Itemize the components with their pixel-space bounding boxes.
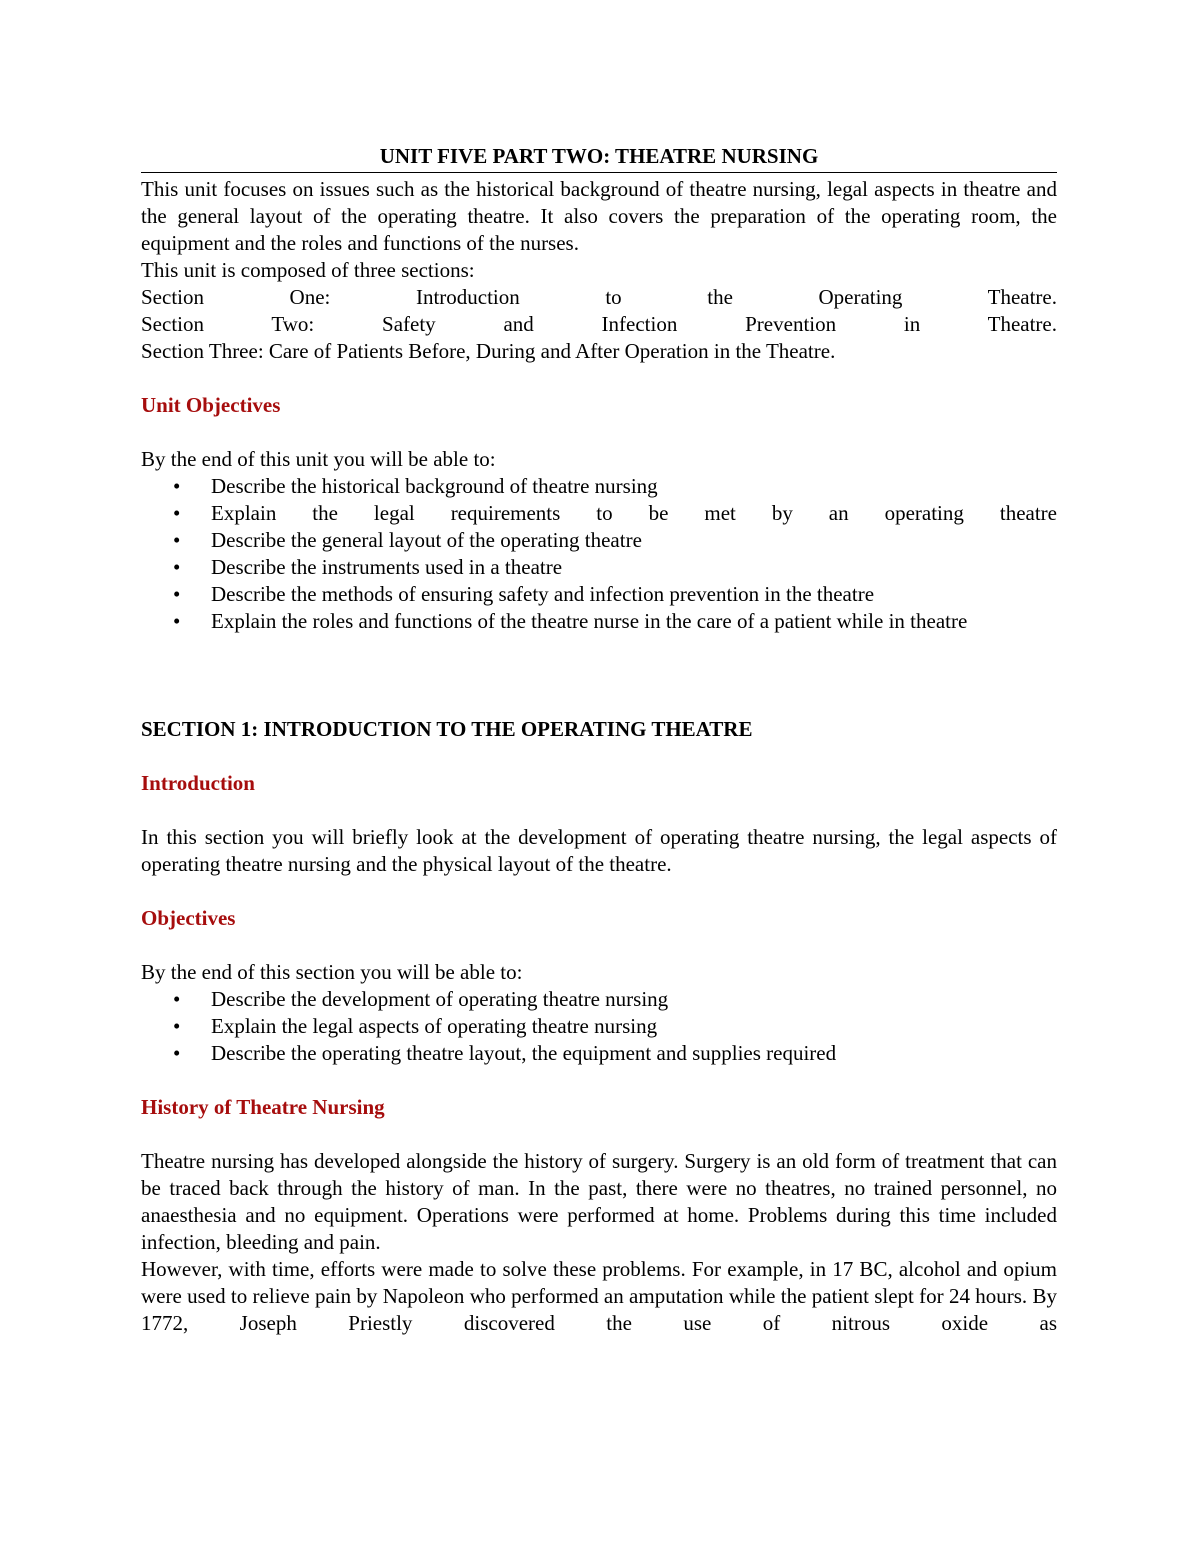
- section1-heading: SECTION 1: INTRODUCTION TO THE OPERATING THEATRE: [141, 717, 753, 741]
- objectives-lead: By the end of this section you will be able to:: [141, 960, 523, 984]
- unit-objectives-heading: Unit Objectives: [141, 393, 281, 417]
- bullet-icon: •: [173, 528, 181, 552]
- list-item: • Describe the general layout of the operating theatre: [173, 528, 642, 552]
- intro-paragraph: This unit focuses on issues such as the historical background of theatre nursing, legal aspects in theatre and the general layout of the operating theatre. It also covers the preparation of the operating room, the equipment and the roles and functions of the nurses.: [141, 177, 1057, 255]
- list-item: • Explain the legal aspects of operating theatre nursing: [173, 1014, 658, 1038]
- introduction-heading: Introduction: [141, 771, 255, 795]
- bullet-icon: •: [173, 582, 181, 606]
- list-item: • Describe the methods of ensuring safety and infection prevention in the theatre: [173, 582, 875, 606]
- section-line-1: Section One: Introduction to the Operating Theatre.: [141, 285, 1057, 309]
- objectives-heading: Objectives: [141, 906, 236, 930]
- history-heading: History of Theatre Nursing: [141, 1095, 385, 1119]
- list-item: • Describe the historical background of theatre nursing: [173, 474, 658, 498]
- section-line-2: Section Two: Safety and Infection Prevention in Theatre.: [141, 312, 1057, 336]
- section-objectives-list: [141, 986, 1057, 1067]
- bullet-icon: •: [173, 474, 181, 498]
- bullet-icon: •: [173, 1014, 181, 1038]
- introduction-paragraph: In this section you will briefly look at the development of operating theatre nursing, the legal aspects of operating theatre nursing and the physical layout of the theatre.: [141, 825, 1057, 876]
- list-item: • Explain the roles and functions of the theatre nurse in the care of a patient while in theatre: [173, 609, 968, 633]
- bullet-icon: •: [173, 555, 181, 579]
- list-item: • Explain the legal requirements to be met by an operating theatre: [173, 501, 1057, 525]
- section-line-3: Section Three: Care of Patients Before, During and After Operation in the Theatre.: [141, 339, 836, 363]
- composed-line: This unit is composed of three sections:: [141, 258, 475, 282]
- document-content: [141, 142, 1057, 1337]
- bullet-icon: •: [173, 987, 181, 1011]
- page-title: UNIT FIVE PART TWO: THEATRE NURSING: [141, 142, 1057, 173]
- list-item: • Describe the instruments used in a theatre: [173, 555, 563, 579]
- bullet-icon: •: [173, 609, 181, 633]
- history-paragraph-2: However, with time, efforts were made to solve these problems. For example, in 17 BC, alcohol and opium were used to relieve pain by Napoleon who performed an amputation while the patient slept for 24 hours. By 1772, Joseph Priestly discovered the use of nitrous oxide as: [141, 1257, 1057, 1335]
- unit-objectives-list: [141, 473, 1057, 635]
- list-item: • Describe the development of operating theatre nursing: [173, 987, 669, 1011]
- bullet-icon: •: [173, 501, 181, 525]
- unit-objectives-lead: By the end of this unit you will be able to:: [141, 447, 496, 471]
- bullet-icon: •: [173, 1041, 181, 1065]
- list-item: • Describe the operating theatre layout, the equipment and supplies required: [173, 1041, 837, 1065]
- history-paragraph-1: Theatre nursing has developed alongside the history of surgery. Surgery is an old form of treatment that can be traced back through the history of man. In the past, there were no theatres, no trained personnel, no anaesthesia and no equipment. Operations were performed at home. Problems during this time included infection, bleeding and pain.: [141, 1149, 1057, 1254]
